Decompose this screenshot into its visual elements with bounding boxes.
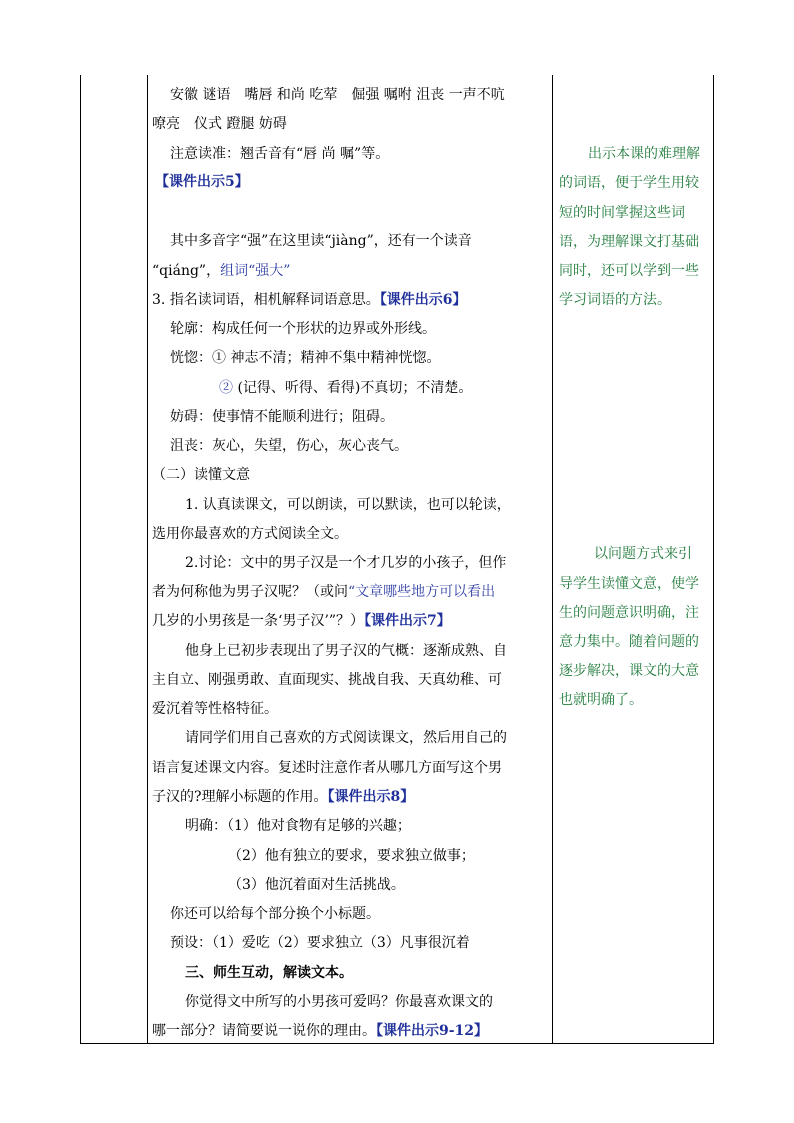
task-2-alt-question-end: 几岁的小男孩是一条‘男子汉’”？）	[152, 613, 365, 629]
pinyin-qiang: “qiáng”，	[152, 263, 221, 279]
note-2-line-1: 以问题方式来引	[594, 546, 692, 562]
task-2-question: 者为何称他为男子汉呢？（或问	[152, 584, 348, 600]
step-3-text: 3. 指名读词语，相机解释词语意思。	[152, 292, 380, 308]
note-2-line-4: 意力集中。随着问题的	[559, 634, 699, 650]
note-1-line-5: 同时，还可以学到一些	[559, 263, 699, 279]
note-2-line-6: 也就明确了。	[559, 692, 643, 708]
circled-2: ②	[219, 380, 233, 396]
task-1-line-2: 选用你最喜欢的方式阅读全文。	[152, 526, 348, 542]
table-divider-1	[147, 75, 148, 1044]
clarify-line-2: （2）他有独立的要求，要求独立做事；	[228, 848, 475, 864]
section-2-heading: （二）读懂文意	[152, 467, 250, 483]
task-2-line-3	[152, 611, 451, 631]
definition-jusang: 沮丧：灰心，失望，伤心，灰心丧气。	[170, 438, 408, 454]
interaction-line-1: 你觉得文中所写的小男孩可爱吗？你最喜欢课文的	[185, 994, 493, 1010]
definition-fangai: 妨碍：使事情不能顺利进行；阻碍。	[170, 409, 394, 425]
note-1-line-3: 短的时间掌握这些词	[559, 205, 685, 221]
note-1-line-1: 出示本课的难理解	[588, 146, 700, 162]
note-1-line-4: 语，为理解课文打基础	[559, 234, 699, 250]
note-1-line-2: 的词语，便于学生用较	[559, 175, 699, 191]
answer-line-1: 他身上已初步表现出了男子汉的气概：逐渐成熟、自	[185, 643, 507, 659]
vocab-line-1: 安徽 谜语 嘴唇 和尚 吃荤 倔强 嘱咐 沮丧 一声不吭	[170, 87, 505, 103]
retell-line-1: 请同学们用自己喜欢的方式阅读课文，然后用自己的	[185, 730, 507, 746]
pronunciation-note: 注意读准：翘舌音有“唇 尚 嘱”等。	[170, 146, 390, 162]
word-example: 组词“强大”	[220, 263, 291, 279]
section-3-heading: 三、师生互动，解读文本。	[185, 965, 353, 981]
definition-huanghu-2	[219, 378, 472, 398]
step-3-heading	[152, 290, 467, 310]
slide-label-5: 【课件出示5】	[155, 174, 249, 190]
polyphone-line-1: 其中多音字“强”在这里读“jiàng”，还有一个读音	[170, 233, 472, 249]
task-1-line-1: 1. 认真读课文，可以朗读，可以默读，也可以轮读，	[185, 497, 511, 513]
definition-huanghu-2-text: (记得、听得、看得)不真切；不清楚。	[237, 380, 473, 396]
definition-huanghu-1: 恍惚：① 神志不清；精神不集中精神恍惚。	[170, 350, 441, 366]
table-border-bottom	[80, 1043, 714, 1044]
table-divider-2	[552, 75, 553, 1044]
interaction-line-2	[152, 1021, 488, 1041]
note-2-line-3: 生的问题意识明确，注	[559, 605, 699, 621]
retell-line-2: 语言复述课文内容。复述时注意作者从哪几方面写这个男	[152, 760, 502, 776]
polyphone-line-2	[152, 261, 290, 281]
vocab-line-2: 嘹亮 仪式 蹬腿 妨碍	[152, 116, 287, 132]
task-2-alt-question: “文章哪些地方可以看出	[348, 584, 496, 600]
slide-label-8: 【课件出示8】	[327, 789, 415, 805]
slide-label-9-12: 【课件出示9-12】	[376, 1023, 489, 1039]
answer-line-3: 爱沉着等性格特征。	[152, 701, 278, 717]
table-border-right	[713, 75, 714, 1044]
retell-line-3	[152, 787, 414, 807]
note-2-line-5: 逐步解决，课文的大意	[559, 663, 699, 679]
subtitle-prompt: 你还可以给每个部分换个小标题。	[170, 906, 380, 922]
preset-answers: 预设：（1）爱吃（2）要求独立（3）凡事很沉着	[170, 935, 470, 951]
clarify-line-3: （3）他沉着面对生活挑战。	[228, 877, 405, 893]
answer-line-2: 主自立、刚强勇敢、直面现实、挑战自我、天真幼稚、可	[152, 672, 502, 688]
interaction-question: 哪一部分？请简要说一说你的理由。	[152, 1023, 376, 1039]
slide-label-7: 【课件出示7】	[364, 613, 451, 629]
note-2-line-2: 导学生读懂文意，使学	[559, 576, 699, 592]
note-1-line-6: 学习词语的方法。	[559, 292, 671, 308]
table-border-left	[80, 75, 81, 1044]
definition-lunkuo: 轮廓：构成任何一个形状的边界或外形线。	[170, 321, 436, 337]
retell-question: 子汉的?理解小标题的作用。	[152, 789, 328, 805]
slide-label-6: 【课件出示6】	[379, 292, 467, 308]
clarify-line-1: 明确：（1）他对食物有足够的兴趣；	[185, 818, 411, 834]
task-2-line-2	[152, 582, 495, 602]
task-2-line-1: 2.讨论：文中的男子汉是一个才几岁的小孩子，但作	[185, 555, 507, 571]
